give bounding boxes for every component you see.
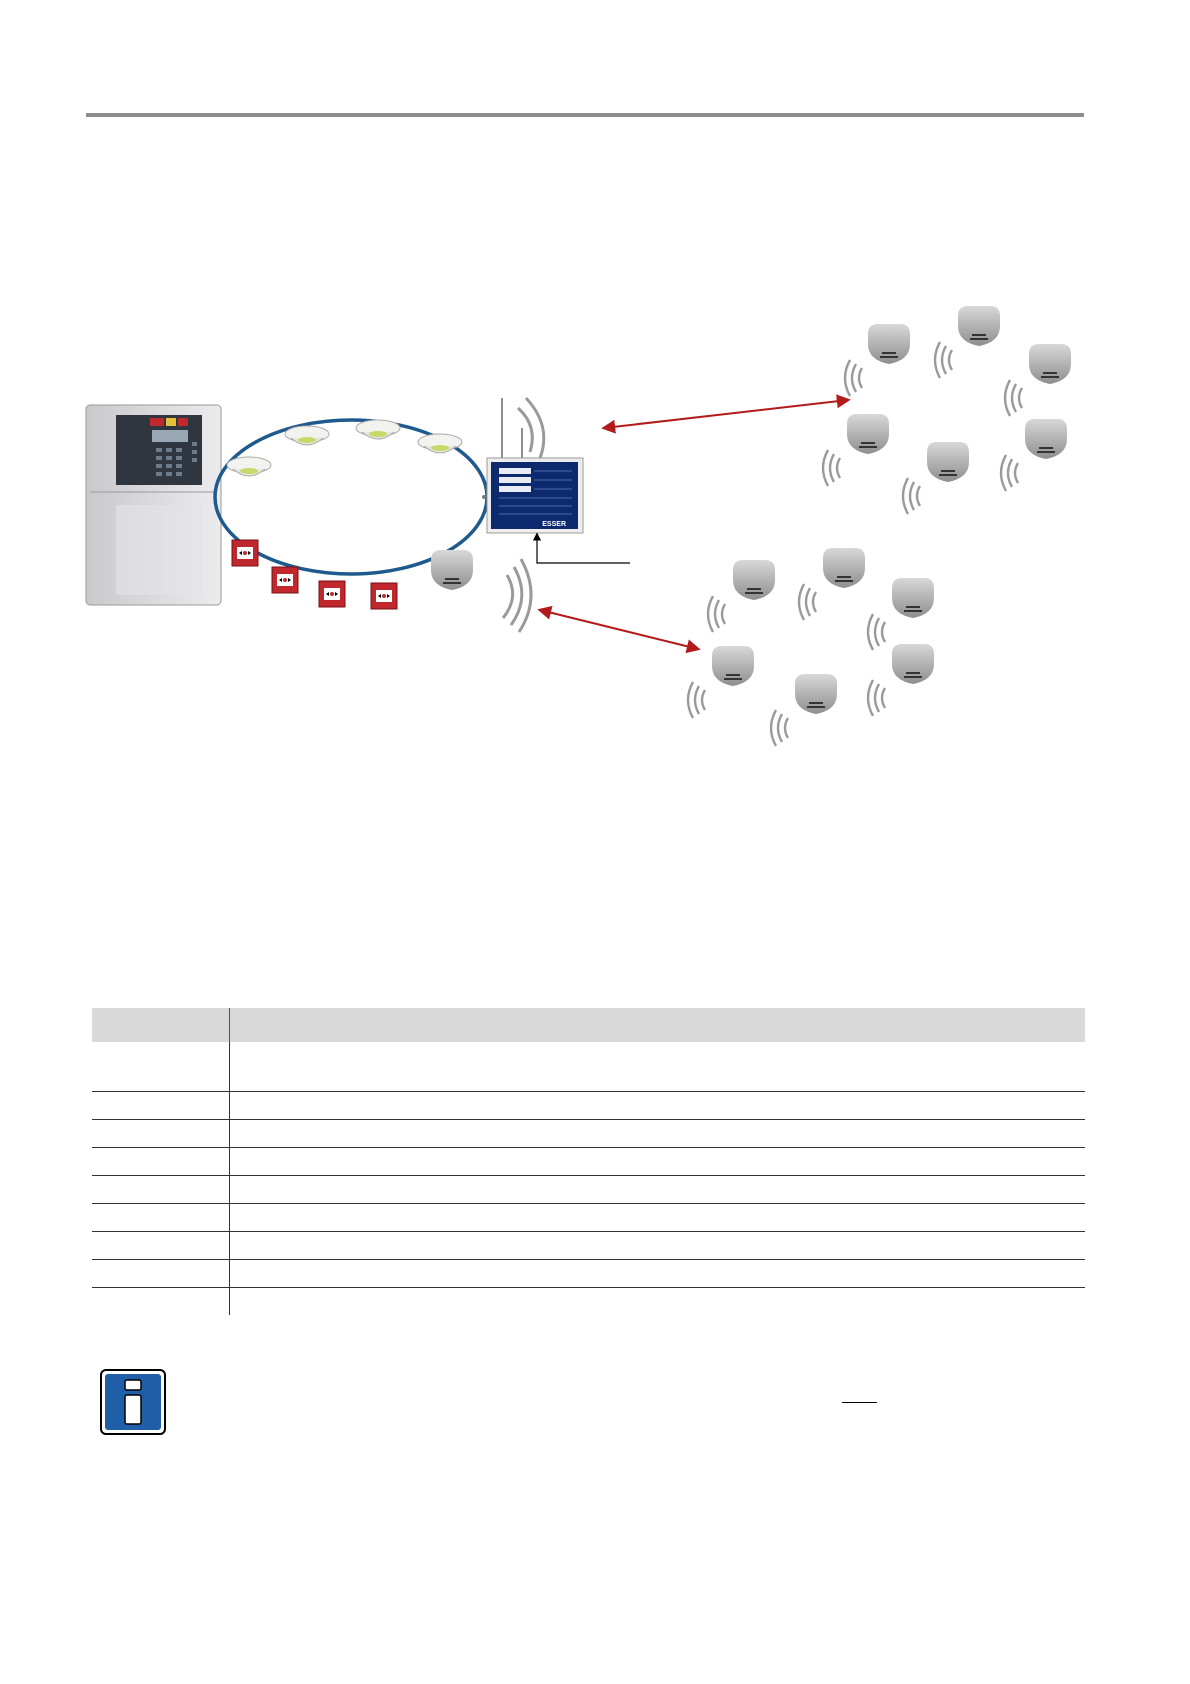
table-cell	[230, 1176, 1086, 1204]
table-row	[92, 1204, 1085, 1232]
wireless-detector-group-lower	[688, 548, 934, 746]
table-cell	[92, 1042, 230, 1092]
radio-gateway	[482, 398, 583, 533]
table-row	[92, 1042, 1085, 1092]
table-cell	[230, 1260, 1086, 1288]
table-cell	[92, 1176, 230, 1204]
table-row	[92, 1092, 1085, 1120]
header-rule	[86, 113, 1084, 117]
table-header-cell	[230, 1008, 1086, 1042]
table-cell	[92, 1204, 230, 1232]
description-table	[92, 1008, 1085, 1315]
table-row	[92, 1120, 1085, 1148]
table-cell	[230, 1120, 1086, 1148]
pointer-line	[537, 534, 630, 563]
table-row	[92, 1288, 1085, 1316]
wireless-detector-group-upper	[823, 306, 1071, 514]
table-row	[92, 1148, 1085, 1176]
radio-link-arrow-upper	[604, 400, 848, 428]
table-cell	[230, 1092, 1086, 1120]
table-row	[92, 1260, 1085, 1288]
loop-detectors	[227, 420, 473, 590]
table-cell	[230, 1042, 1086, 1092]
radio-link-arrow-lower	[540, 610, 698, 649]
table-header-row	[92, 1008, 1085, 1042]
system-overview-diagram	[0, 280, 1190, 750]
table-header-cell	[92, 1008, 230, 1042]
table-cell	[230, 1204, 1086, 1232]
svg-text:ESSER: ESSER	[542, 521, 566, 528]
fire-alarm-control-panel	[86, 405, 221, 605]
table-cell	[92, 1148, 230, 1176]
table-cell	[230, 1148, 1086, 1176]
table-cell	[92, 1120, 230, 1148]
table-cell	[230, 1232, 1086, 1260]
table-cell	[92, 1288, 230, 1316]
table-row	[92, 1232, 1085, 1260]
table-cell	[92, 1232, 230, 1260]
table-cell	[92, 1092, 230, 1120]
table-cell	[92, 1260, 230, 1288]
table-row	[92, 1176, 1085, 1204]
info-icon	[100, 1369, 166, 1435]
table-cell	[230, 1288, 1086, 1316]
note-underline	[842, 1402, 877, 1403]
